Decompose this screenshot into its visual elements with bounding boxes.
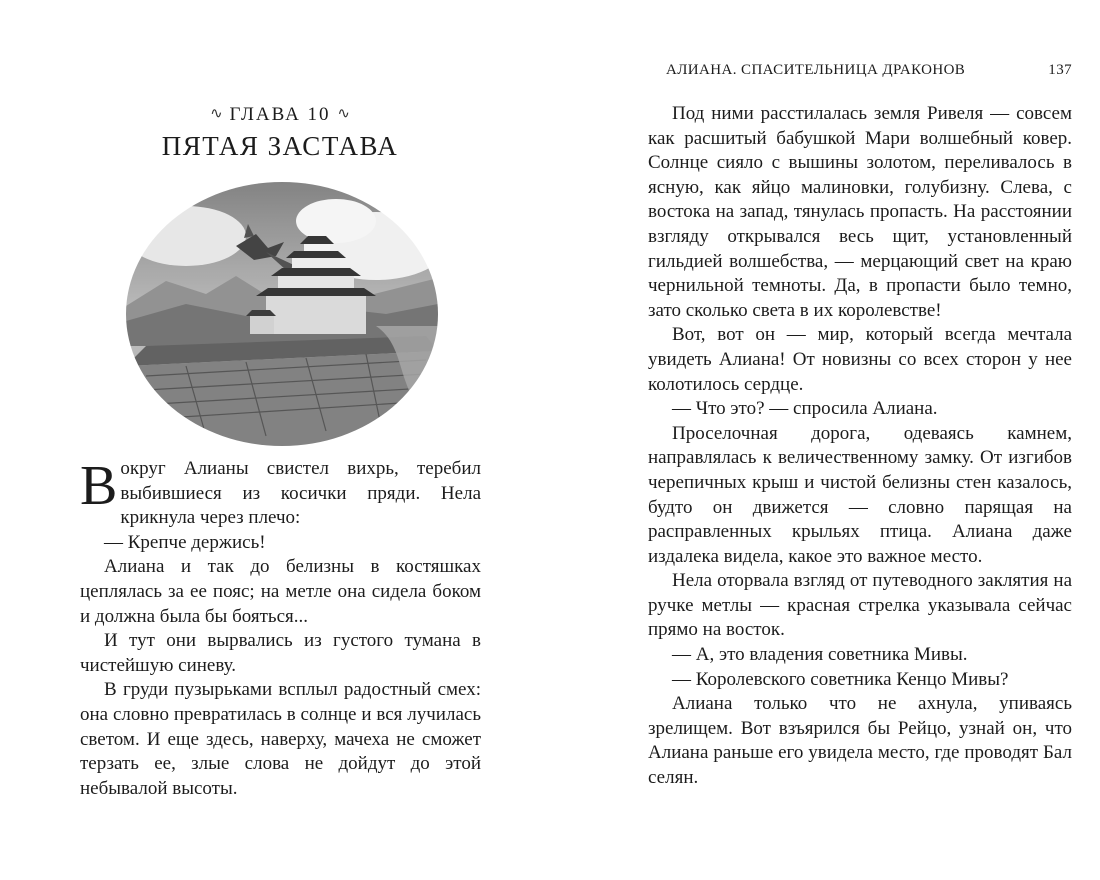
right-page [550, 0, 1100, 880]
castle-illustration-image [126, 176, 438, 446]
paragraph: Вот, вот он — мир, который всегда мечтала увидеть Алиана! От новизны со всех сторон у нее колотилось сердце. [648, 324, 1072, 395]
paragraph: — Королевского советника Кенцо Мивы? [672, 668, 1009, 690]
paragraph: Нела оторвала взгляд от путеводного заклятия на ручке метлы — красная стрелка указывала сейчас прямо на восток. [648, 570, 1072, 641]
castle-illustration [126, 176, 438, 446]
ornament-left-icon: ∿ [210, 106, 223, 122]
paragraph: И тут они вырвались из густого тумана в чистейшую синеву. [80, 630, 481, 676]
paragraph: Вокруг Алианы свистел вихрь, теребил выбившиеся из косички пряди. Нела крикнула через плечо: [80, 455, 481, 529]
paragraph: — Крепче держись! [104, 531, 266, 553]
right-body-text [648, 102, 1072, 791]
chapter-label [80, 104, 480, 126]
paragraph: — А, это владения советника Мивы. [672, 644, 968, 666]
page-number: 137 [1048, 62, 1072, 78]
drop-cap: В [80, 455, 118, 517]
running-head [648, 62, 1072, 79]
paragraph: В груди пузырьками всплыл радостный смех: она словно превратилась в солнце и вся лучилась светом. И еще здесь, наверху, мачеха не сможет терзать ее, злые слова не дойдут до этой небывалой высоты. [80, 679, 481, 799]
ornament-right-icon: ∿ [337, 106, 350, 122]
paragraph: Проселочная дорога, одеваясь камнем, направлялась к величественному замку. От изгибов черепичных крыш и чистой белизны стен казалось, будто он движется — словно парящая на расправленных крыльях птица. Алиана даже издалека видела, какое это важное место. [648, 422, 1072, 567]
running-title: АЛИАНА. СПАСИТЕЛЬНИЦА ДРАКОНОВ [666, 62, 966, 78]
paragraph: Алиана и так до белизны в костяшках цеплялась за ее пояс; на метле она сидела боком и должна была бы бояться... [80, 556, 481, 627]
paragraph: Под ними расстилалась земля Ривеля — совсем как расшитый бабушкой Мари волшебный ковер. Солнце сияло с вышины золотом, переливалось в ясную, как яйцо малиновки, голубизну. Слева, с востока на запад, тянулась пропасть. На расстоянии взгляду открывался весь щит, установленный гильдией волшебства, — мерцающий свет на краю чернильной темноты. Да, в пропасти было темно, зато сколько света в их королевстве! [648, 103, 1072, 321]
paragraph: Алиана только что не ахнула, упиваясь зрелищем. Вот взъярился бы Рейцо, узнай он, что Алиана раньше его увидела место, где проводят Бал селян. [648, 693, 1072, 789]
left-body-text [80, 457, 481, 801]
chapter-number: ГЛАВА 10 [229, 104, 331, 125]
chapter-title: ПЯТАЯ ЗАСТАВА [161, 131, 399, 161]
paragraph: — Что это? — спросила Алиана. [672, 398, 938, 420]
